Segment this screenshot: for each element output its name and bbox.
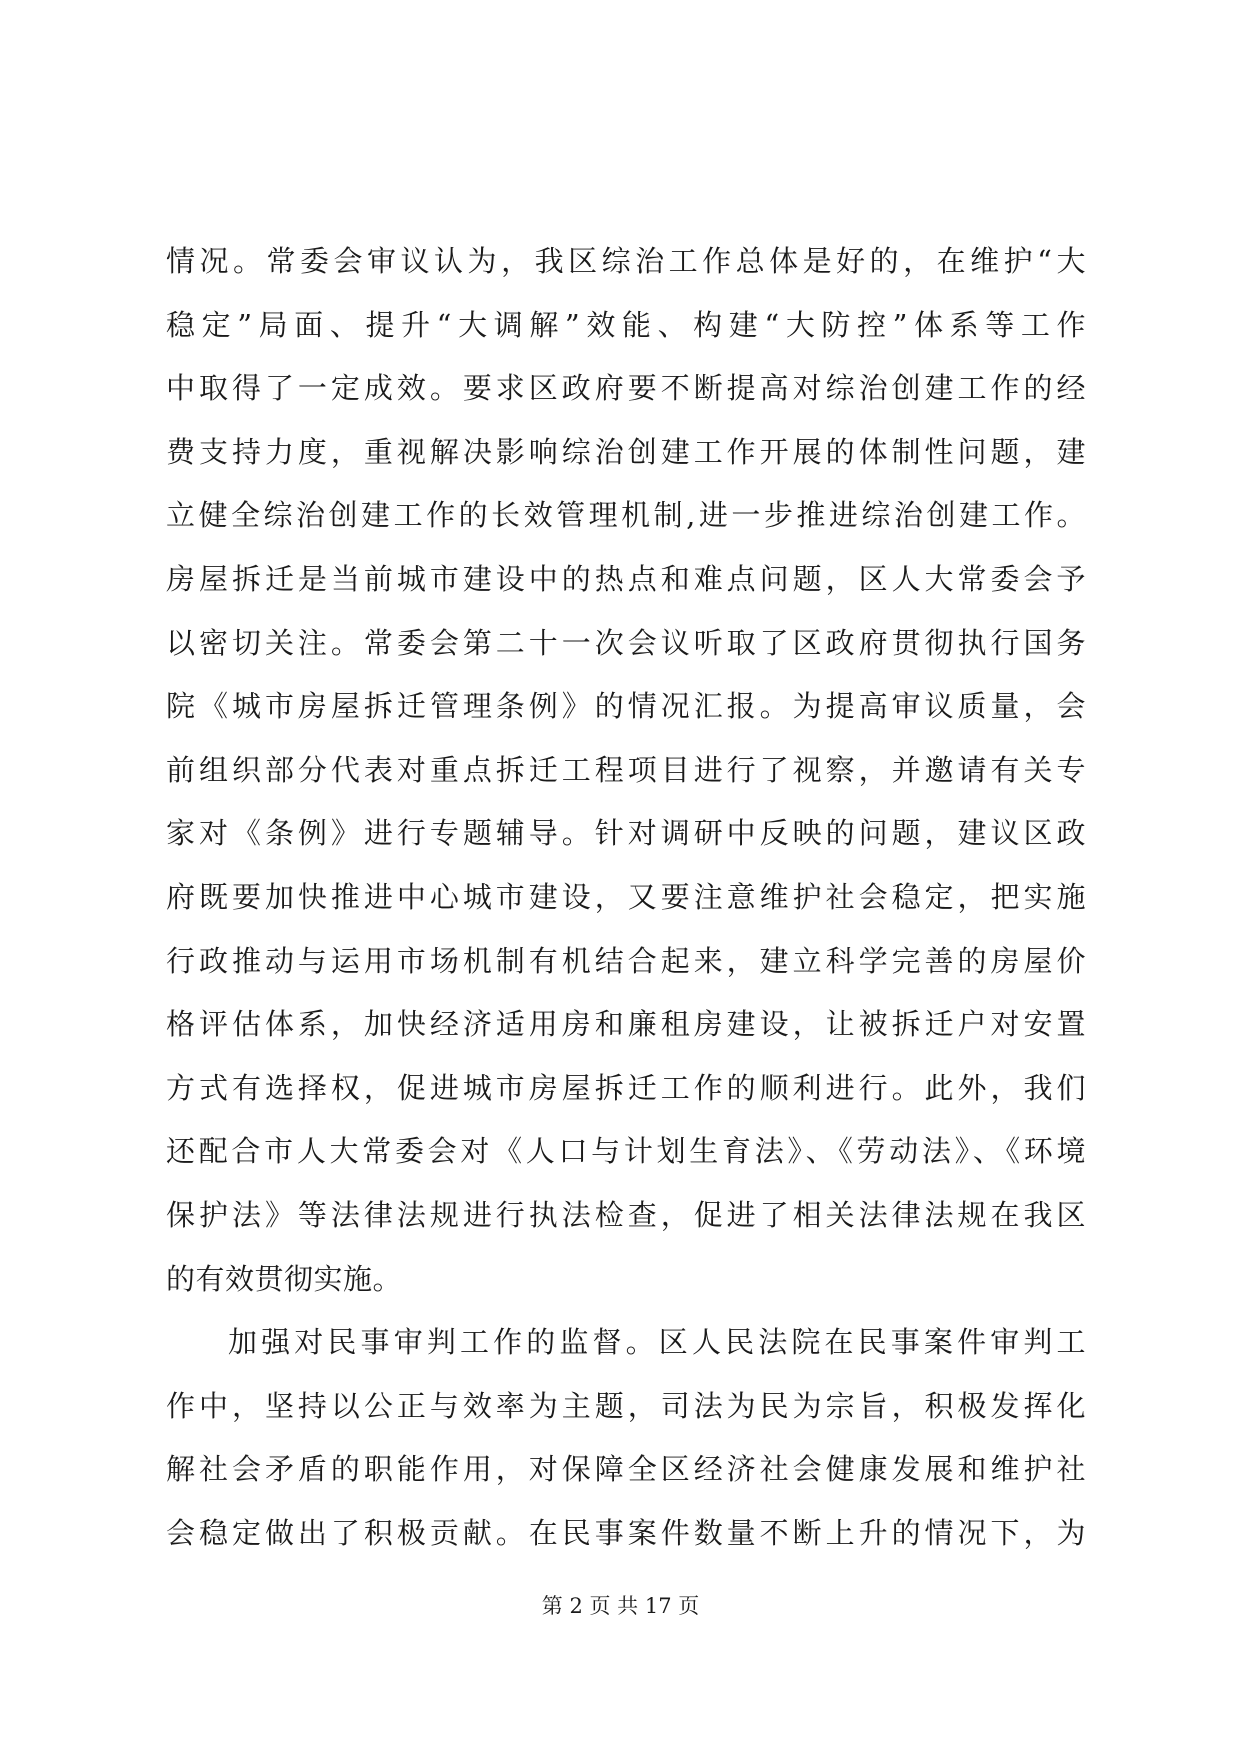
text-line: 以密切关注。常委会第二十一次会议听取了区政府贯彻执行国务: [166, 625, 1086, 660]
text-line: 会稳定做出了积极贡献。在民事案件数量不断上升的情况下，为: [166, 1515, 1086, 1550]
text-line: 解社会矛盾的职能作用，对保障全区经济社会健康发展和维护社: [166, 1452, 1086, 1487]
text-line: 方式有选择权，促进城市房屋拆迁工作的顺利进行。此外，我们: [166, 1070, 1086, 1105]
paragraph-first-line: 加强对民事审判工作的监督。区人民法院在民事案件审判工: [228, 1325, 1086, 1360]
text-line: 的有效贯彻实施。: [166, 1261, 403, 1296]
text-line: 中取得了一定成效。要求区政府要不断提高对综治创建工作的经: [166, 371, 1086, 406]
text-line: 情况。常委会审议认为，我区综治工作总体是好的，在维护“大: [166, 244, 1086, 278]
text-line: 格评估体系，加快经济适用房和廉租房建设，让被拆迁户对安置: [166, 1007, 1086, 1042]
text-line: 家对《条例》进行专题辅导。针对调研中反映的问题，建议区政: [166, 816, 1086, 851]
text-line: 稳定”局面、提升“大调解”效能、构建“大防控”体系等工作: [166, 307, 1086, 342]
text-line: 保护法》等法律法规进行执法检查，促进了相关法律法规在我区: [166, 1197, 1086, 1232]
page-number-footer: 第 2 页 共 17 页: [541, 1594, 700, 1618]
text-line: 行政推动与运用市场机制有机结合起来，建立科学完善的房屋价: [166, 943, 1086, 978]
text-line: 房屋拆迁是当前城市建设中的热点和难点问题，区人大常委会予: [166, 561, 1086, 596]
text-line: 院《城市房屋拆迁管理条例》的情况汇报。为提高审议质量，会: [166, 689, 1086, 724]
text-line: 前组织部分代表对重点拆迁工程项目进行了视察，并邀请有关专: [166, 752, 1086, 787]
body-text: [166, 230, 1086, 1565]
text-line: 费支持力度，重视解决影响综治创建工作开展的体制性问题，建: [166, 434, 1086, 469]
text-line: 立健全综治创建工作的长效管理机制,进一步推进综治创建工作。: [166, 498, 1086, 533]
text-line: 府既要加快推进中心城市建设，又要注意维护社会稳定，把实施: [166, 879, 1086, 914]
text-line: 作中，坚持以公正与效率为主题，司法为民为宗旨，积极发挥化: [166, 1388, 1086, 1423]
text-line: 还配合市人大常委会对《人口与计划生育法》、《劳动法》、《环境: [166, 1134, 1086, 1169]
